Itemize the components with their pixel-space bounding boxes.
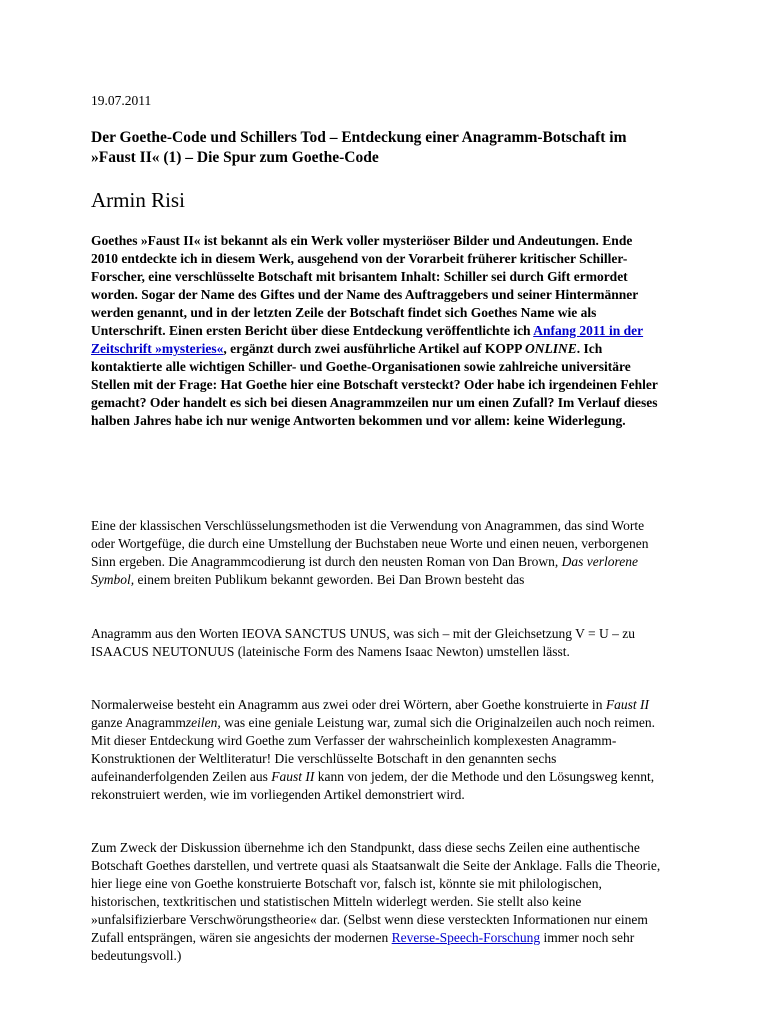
paragraph-anagram-intro [91, 517, 661, 589]
lead-text-1: Goethes »Faust II« ist bekannt als ein Werk voller mysteriöser Bilder und Andeutungen. Ende 2010 entdeckte ich in diesem Werk, ausgehend von der Vorarbeit früherer kritischer Schiller-Forscher, eine verschlüsselte Botschaft mit brisantem Inhalt: Schiller sei durch Gift ermordet worden. Sogar der Name des Giftes und der Name des Auftraggebers und seiner Hintermänner werden genannt, und in der letzten Zeile der Botschaft findet sich Goethes Name wie als Unterschrift. Einen ersten Bericht über diese Entdeckung veröffentlichte ich [91, 233, 638, 338]
zeilen-italic: zeilen, [185, 715, 221, 730]
paragraph-newton-anagram: Anagramm aus den Worten IEOVA SANCTUS UNUS, was sich – mit der Gleichsetzung V = U – zu ISAACUS NEUTONUUS (lateinische Form des Namens Isaac Newton) umstellen lässt. [91, 626, 635, 659]
lead-text-3: . Ich kontaktierte alle wichtigen Schiller- und Goethe-Organisationen sowie zahlreiche universitäre Stellen mit der Frage: Hat Goethe hier eine Botschaft versteckt? Oder habe ich irgendeinen Fehler gemacht? Oder handelt es sich bei diesen Anagrammzeilen nur um einen Zufall? Im Verlauf dieses halben Jahres habe ich nur wenige Antworten bekommen und vor allem: keine Widerlegung. [91, 341, 658, 428]
publication-date: 19.07.2011 [91, 93, 152, 108]
paragraph1-text-2: einem breiten Publikum bekannt geworden. Bei Dan Brown besteht das [134, 572, 525, 587]
author-name: Armin Risi [91, 188, 185, 212]
paragraph3-text-3: was eine geniale Leistung war, zumal sich die Originalzeilen auch noch reimen. Mit dieser Entdeckung wird Goethe zum Verfasser der wahrscheinlich komplexesten Anagramm-Konstruktionen der Weltliteratur! Die verschlüsselte Botschaft in den genannten sechs aufeinanderfolgenden Zeilen aus [91, 715, 656, 784]
online-italic: ONLINE [524, 341, 577, 356]
paragraph1-text-1: Eine der klassischen Verschlüsselungsmethoden ist die Verwendung von Anagrammen, das sind Worte oder Wortgefüge, die durch eine Umstellung der Buchstaben neue Worte und einen neuen, verborgenen Sinn ergeben. Die Anagrammcodierung ist durch den neusten Roman von Dan Brown, [91, 518, 649, 569]
book-title-italic: Das verlorene Symbol, [91, 554, 639, 587]
lead-text-2: , ergänzt durch zwei ausführliche Artikel auf KOPP [223, 341, 525, 356]
faust-italic-2: Faust II [271, 769, 315, 784]
article-title: Der Goethe-Code und Schillers Tod – Entdeckung einer Anagramm-Botschaft im »Faust II« (1) – Die Spur zum Goethe-Code [91, 129, 627, 166]
paragraph3-text-4: kann von jedem, der die Methode und den Lösungsweg kennt, rekonstruiert werden, wie im vorliegenden Artikel demonstriert wird. [91, 769, 655, 802]
paragraph3-text-2: ganze Anagramm [91, 715, 186, 730]
paragraph4-text-2: immer noch sehr bedeutungsvoll.) [91, 930, 635, 963]
reverse-speech-link[interactable]: Reverse-Speech-Forschung [391, 930, 541, 945]
paragraph4-text-1: Zum Zweck der Diskussion übernehme ich den Standpunkt, dass diese sechs Zeilen eine authentische Botschaft Goethes darstellen, und vertrete quasi als Staatsanwalt die Seite der Anklage. Falls die Theorie, hier liege eine von Goethe konstruierte Botschaft vor, falsch ist, könnte sie mit philologischen, historischen, textkritischen und statistischen Mitteln widerlegt werden. Sie stellt also keine »unfalsifizierbare Verschwörungstheorie« dar. (Selbst wenn diese versteckten Informationen nur einem Zufall entsprängen, wären sie angesichts der modernen [91, 840, 661, 945]
paragraph-discussion [91, 839, 661, 965]
lead-paragraph [91, 232, 661, 430]
paragraph-goethe-anagram [91, 696, 661, 804]
faust-italic-1: Faust II [605, 697, 649, 712]
paragraph3-text-1: Normalerweise besteht ein Anagramm aus zwei oder drei Wörtern, aber Goethe konstruierte in [91, 697, 606, 712]
mysteries-link[interactable]: Anfang 2011 in der Zeitschrift »mysteries« [91, 323, 644, 356]
